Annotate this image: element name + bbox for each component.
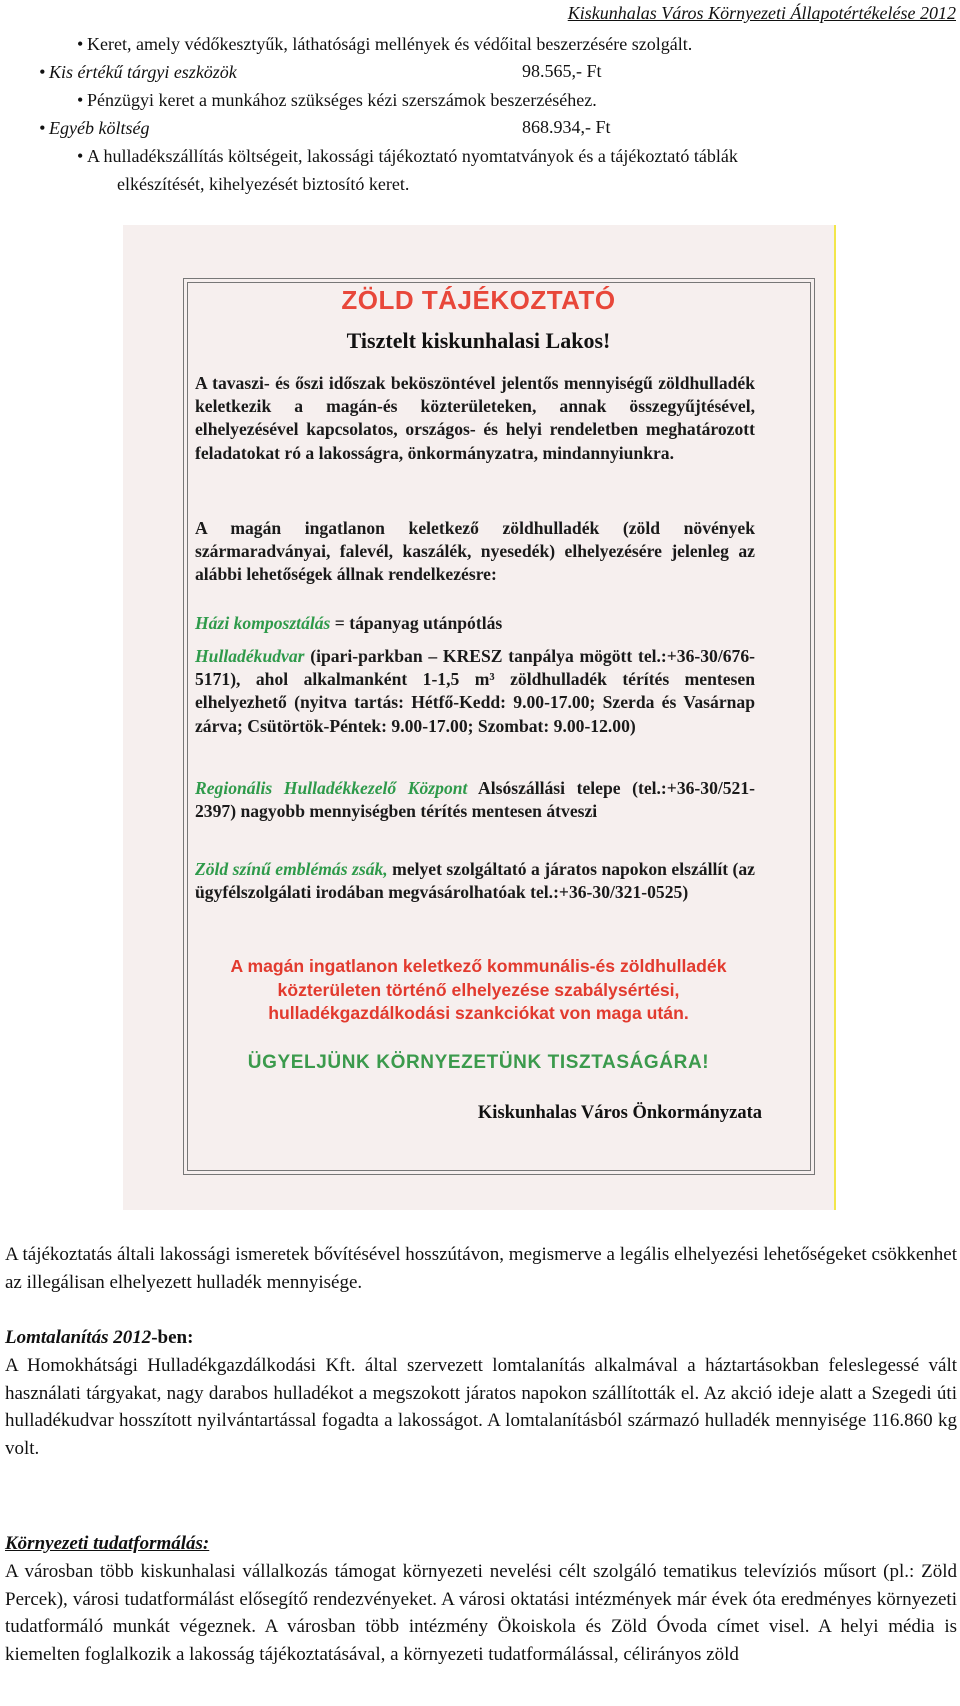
bullet-icon: •	[77, 146, 84, 166]
poster-option-green-bag: Zöld színű emblémás zsák, melyet szolgáltató a járatos napokon elszállít (az ügyfélszolgálati irodában megvásárolhatóak tel.:+36-30/321-0525)	[195, 859, 755, 903]
bullet-icon: •	[77, 90, 84, 110]
poster-slogan: ÜGYELJÜNK KÖRNYEZETÜNK TISZTASÁGÁRA!	[247, 1052, 710, 1073]
paragraph: A Homokhátsági Hulladékgazdálkodási Kft. által szervezett lomtalanítás alkalmával a háztartásokban feleslegessé vált használati tárgyakat, nagy darabos hulladékot a megszokott járatos napokon szállították el. Az akció ideje alatt a Szegedi úti hulladékudvar hosszított nyilvántartással fogadta a lakosságot. A lomtalanításból származó hulladék mennyisége 116.860 kg volt.	[5, 1355, 957, 1459]
paragraph: A tájékoztatás általi lakossági ismeretek bővítésével hosszútávon, megismerve a legális elhelyezési lehetőségeket csökkenhet az illegálisan elhelyezett hulladék mennyisége.	[5, 1244, 957, 1293]
bullet-item	[39, 61, 237, 83]
poster-paragraph: A magán ingatlanon keletkező zöldhulladék (zöld növények szármaradványai, falevél, kaszálék, nyesedék) elhelyezésére jelenleg az alábbi lehetőségek állnak rendelkezésre:	[195, 518, 755, 585]
bullet-icon: •	[77, 34, 84, 54]
cost-label: Kis értékű tárgyi eszközök	[49, 62, 237, 82]
section-heading: Környezeti tudatformálás:	[5, 1533, 210, 1554]
poster-paragraph: A tavaszi- és őszi időszak beköszöntével jelentős mennyiségű zöldhulladék keletkezik a magán-és közterületeken, annak összegyűjtésével, elhelyezésével kapcsolatos, országos- és helyi rendeletben meghatározott feladatokat ró a lakosságra, önkormányzatra, mindannyiunkra.	[195, 373, 755, 463]
bullet-text-continued: elkészítését, kihelyezését biztosító keret.	[117, 174, 410, 194]
bullet-item	[77, 89, 597, 111]
bullet-icon: •	[39, 118, 46, 138]
poster-warning: A magán ingatlanon keletkező kommunális-és zöldhulladék közterületen történő elhelyezése szabálysértési, hulladékgazdálkodási szankciókat von maga után.	[230, 956, 727, 1023]
section-heading: Lomtalanítás 2012-ben:	[5, 1327, 194, 1348]
bullet-text: Keret, amely védőkesztyűk, láthatósági mellények és védőital beszerzésére szolgált.	[87, 34, 693, 54]
poster-option-regional-center: Regionális Hulladékkezelő Központ Alsószállási telepe (tel.:+36-30/521-2397) nagyobb mennyiségben térítés mentesen átveszi	[195, 778, 755, 822]
green-info-poster	[123, 225, 836, 1210]
poster-option-composting: Házi komposztálás = tápanyag utánpótlás	[195, 613, 503, 633]
poster-greeting: Tisztelt kiskunhalasi Lakos!	[346, 328, 611, 353]
poster-title: ZÖLD TÁJÉKOZTATÓ	[341, 285, 616, 315]
poster-option-waste-yard: Hulladékudvar (ipari-parkban – KRESZ tanpálya mögött tel.:+36-30/676-5171), ahol alkalmanként 1-1,5 m³ zöldhulladék térítés mentesen elhelyezhető (nyitva tartás: Hétfő-Kedd: 9.00-17.00; Szerda és Vasárnap zárva; Csütörtök-Péntek: 9.00-17.00; Szombat: 9.00-12.00)	[195, 646, 755, 736]
paragraph: A városban több kiskunhalasi vállalkozás támogat környezeti nevelési célt szolgáló tematikus televíziós műsort (pl.: Zöld Percek), városi tudatformálást elősegítő rendezvényeket. A városi oktatási intézmények már évek óta eredményes környezeti tudatformáló munkát végeznek. A városban több intézmény Ökoiskola és Zöld Óvoda címet visel. A helyi média is kiemelten foglalkozik a lakosság tájékoztatásával, a környezeti tudatformálással, célirányos zöld	[5, 1561, 957, 1665]
cost-amount: 98.565,- Ft	[522, 61, 602, 81]
bullet-item	[39, 117, 149, 139]
poster-signature: Kiskunhalas Város Önkormányzata	[477, 1103, 762, 1123]
cost-amount: 868.934,- Ft	[522, 117, 611, 137]
document-header: Kiskunhalas Város Környezeti Állapotértékelése 2012	[567, 3, 956, 23]
bullet-item	[77, 33, 692, 55]
cost-label: Egyéb költség	[49, 118, 150, 138]
bullet-text: A hulladékszállítás költségeit, lakossági tájékoztató nyomtatványok és a tájékoztató táblák	[87, 146, 738, 166]
bullet-item	[77, 145, 955, 167]
bullet-icon: •	[39, 62, 46, 82]
bullet-text: Pénzügyi keret a munkához szükséges kézi szerszámok beszerzéséhez.	[87, 90, 597, 110]
